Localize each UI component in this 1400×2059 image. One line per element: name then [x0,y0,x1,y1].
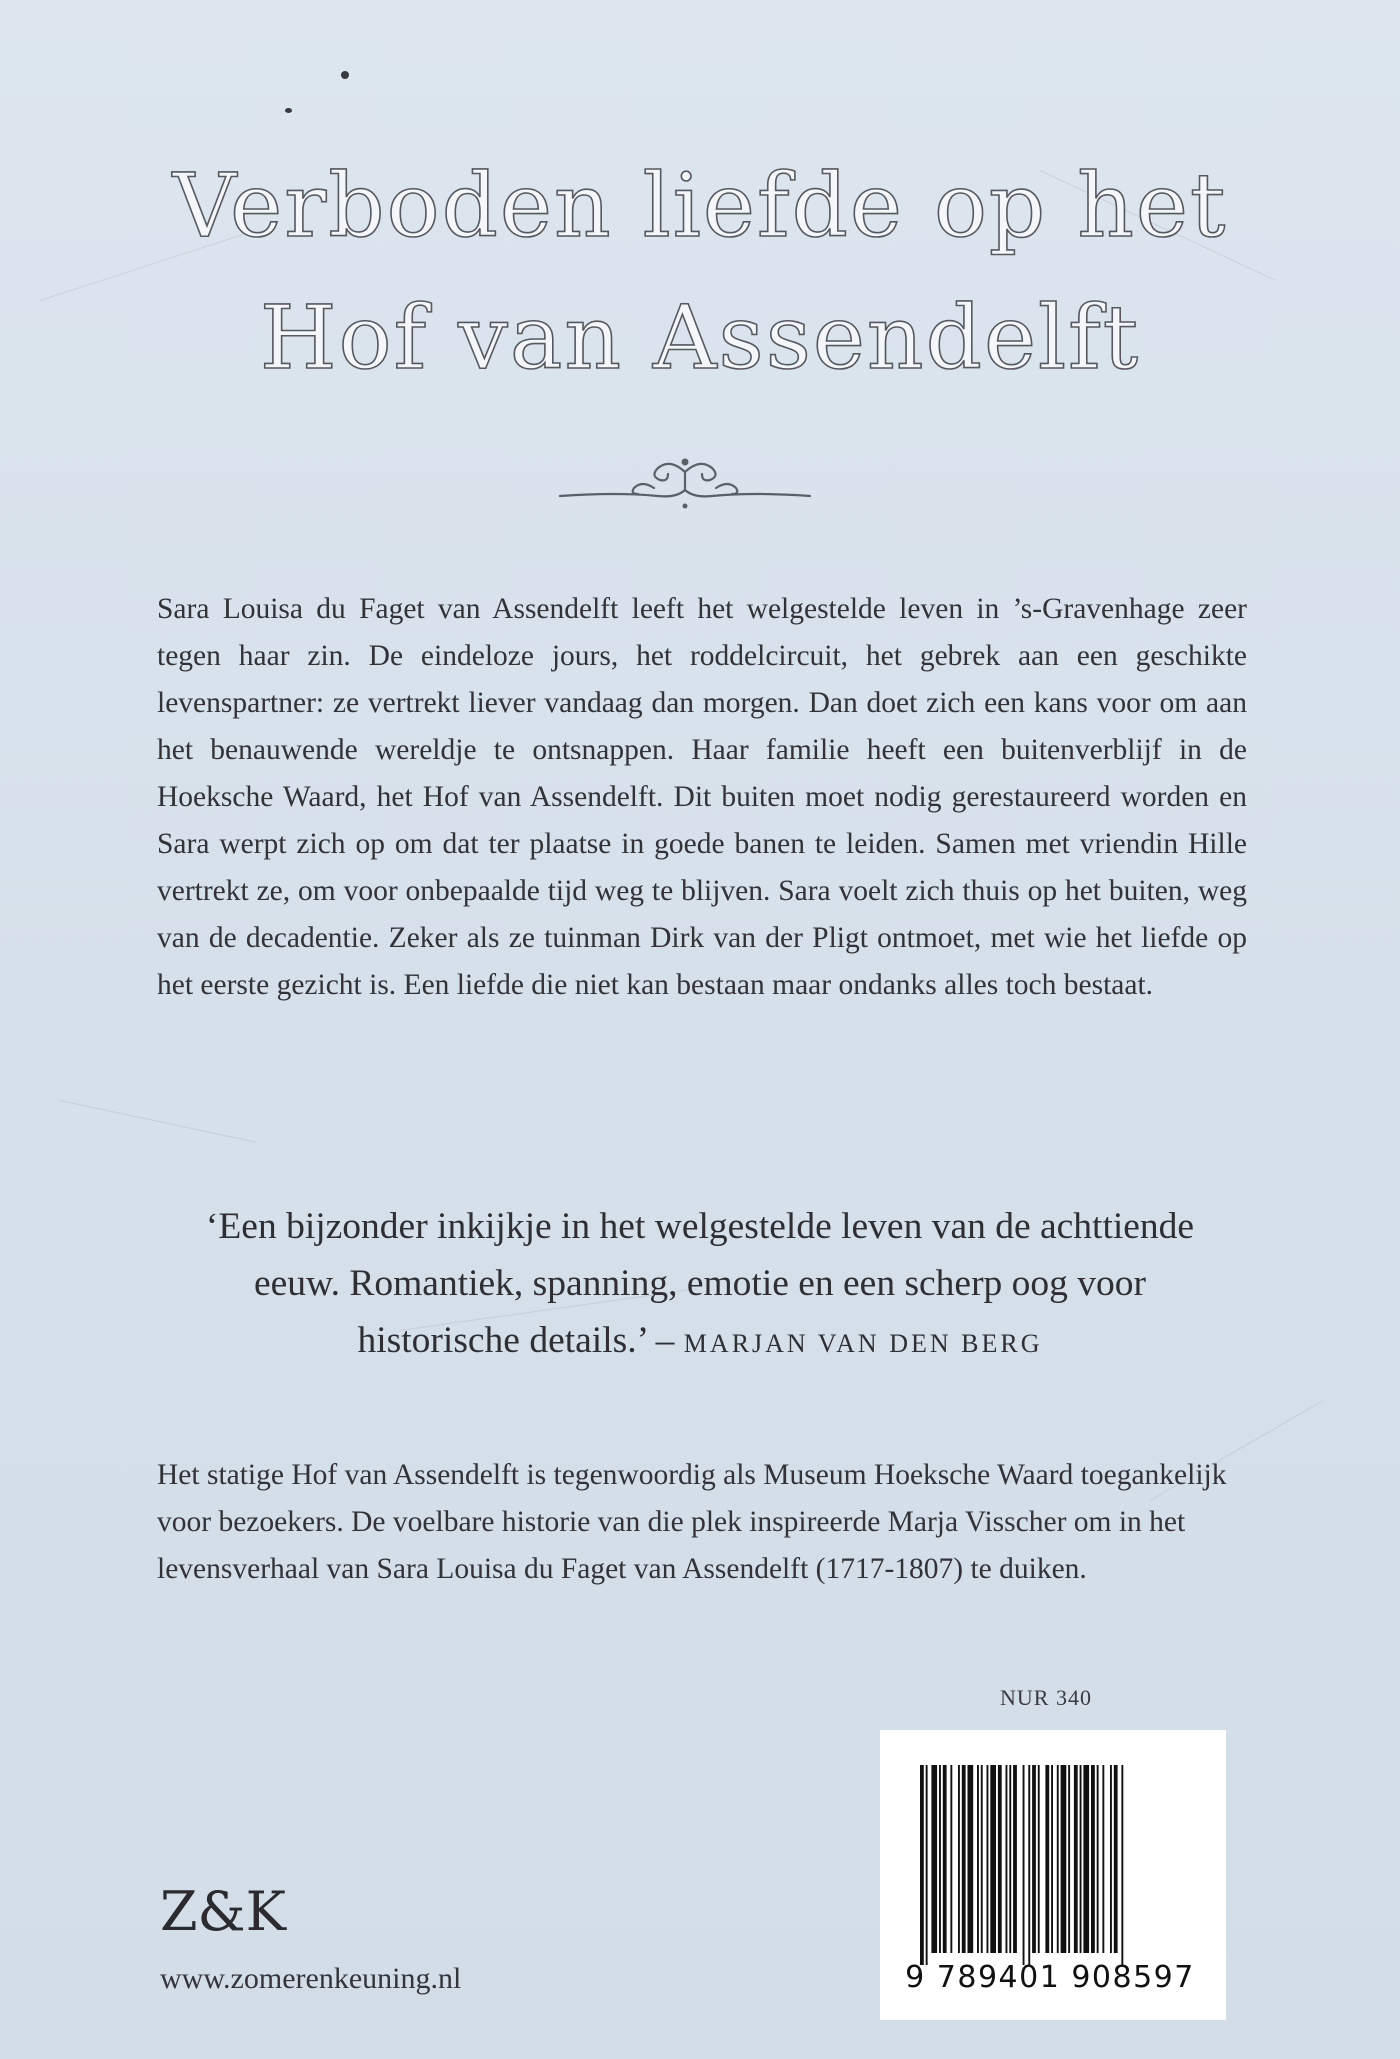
barcode-bar [1080,1765,1082,1953]
review-quote [180,1198,1220,1372]
barcode-bar [1102,1765,1104,1953]
barcode-bar [977,1765,979,1953]
scroll-flourish-icon [558,450,812,510]
publisher-url[interactable]: www.zomerenkeuning.nl [160,1962,462,1995]
barcode-bar [1061,1765,1067,1953]
barcode-bar [939,1765,941,1953]
barcode-bar [1068,1765,1070,1953]
barcode-bar [1051,1765,1053,1953]
barcode-bar [1097,1765,1099,1953]
barcode-bar [1013,1765,1017,1953]
barcode-bar [958,1765,960,1953]
barcode-bar [926,1765,928,1965]
barcode-bar [987,1765,989,1953]
title-line-2: Hof van Assendelft [259,286,1141,389]
paper-scratch [60,1100,256,1143]
barcode-bar [1121,1765,1123,1965]
barcode-bar [1028,1765,1030,1965]
barcode-bar [968,1765,974,1953]
barcode-bar [920,1765,924,1965]
barcode-bar [1038,1765,1040,1953]
barcode-bar [981,1765,983,1953]
isbn-digits: 9 789401 908597 [905,1960,1195,1995]
barcode-bar [1074,1765,1078,1953]
barcode-bar [990,1765,996,1953]
quote-text: ‘Een bijzonder inkijkje in het welgestelde leven van de achttiende eeuw. Romantiek, spanning, emotie en een scherp oog voor historische details.’ – [205,1206,1195,1361]
cover-title [0,140,1400,404]
nur-code: NUR 340 [1000,1685,1092,1710]
barcode-bar [1114,1765,1118,1953]
barcode-bar [943,1765,947,1953]
barcode-bar [1057,1765,1059,1953]
quote-attribution: MARJAN VAN DEN BERG [683,1329,1043,1358]
barcode-bar [950,1765,952,1953]
speck [341,71,349,79]
barcode-bar [1091,1765,1095,1953]
blurb-paragraph: Sara Louisa du Faget van Assendelft leeft het welgestelde leven in ’s-Gravenhage zeer tegen haar zin. De eindeloze jours, het roddelcircuit, het gebrek aan een geschikte levenspartner: ze vertrekt liever vandaag dan morgen. Dan doet zich een kans voor om aan het benauwende wereldje te ontsnappen. Haar familie heeft een buitenverblijf in de Hoeksche Waard, het Hof van Assendelft. Dit buiten moet nodig gerestaureerd worden en Sara werpt zich op om dat ter plaatse in goede banen te leiden. Samen met vriendin Hille vertrekt ze, om voor onbepaalde tijd weg te blijven. Sara voelt zich thuis op het buiten, weg van de decadentie. Zeker als ze tuinman Dirk van der Pligt ontmoet, met wie het liefde op het eerste gezicht is. Een liefde die niet kan bestaan maar ondanks alles toch bestaat. [157,593,1247,1001]
about-paragraph: Het statige Hof van Assendelft is tegenwoordig als Museum Hoeksche Waard toegankelijk voor bezoekers. De voelbare historie van die plek inspireerde Marja Visscher om in het levensverhaal van Sara Louisa du Faget van Assendelft (1717-1807) te duiken. [157,1459,1227,1585]
barcode-bar [931,1765,937,1953]
barcode-bar [962,1765,966,1953]
barcode-bar [1006,1765,1008,1953]
publisher-logo: Z&K [160,1880,286,1943]
barcode-area [880,1730,1226,2020]
title-line-1: Verboden liefde op het [172,154,1228,257]
barcode-bar [1023,1765,1025,1965]
barcode-icon [920,1765,1182,1965]
speck [285,108,292,113]
barcode-bar [1032,1765,1036,1953]
barcode-bar [1045,1765,1049,1953]
barcode-bar [1083,1765,1089,1953]
barcode-bar [1110,1765,1112,1953]
barcode-bar [1009,1765,1011,1953]
barcode-bar [998,1765,1002,1953]
